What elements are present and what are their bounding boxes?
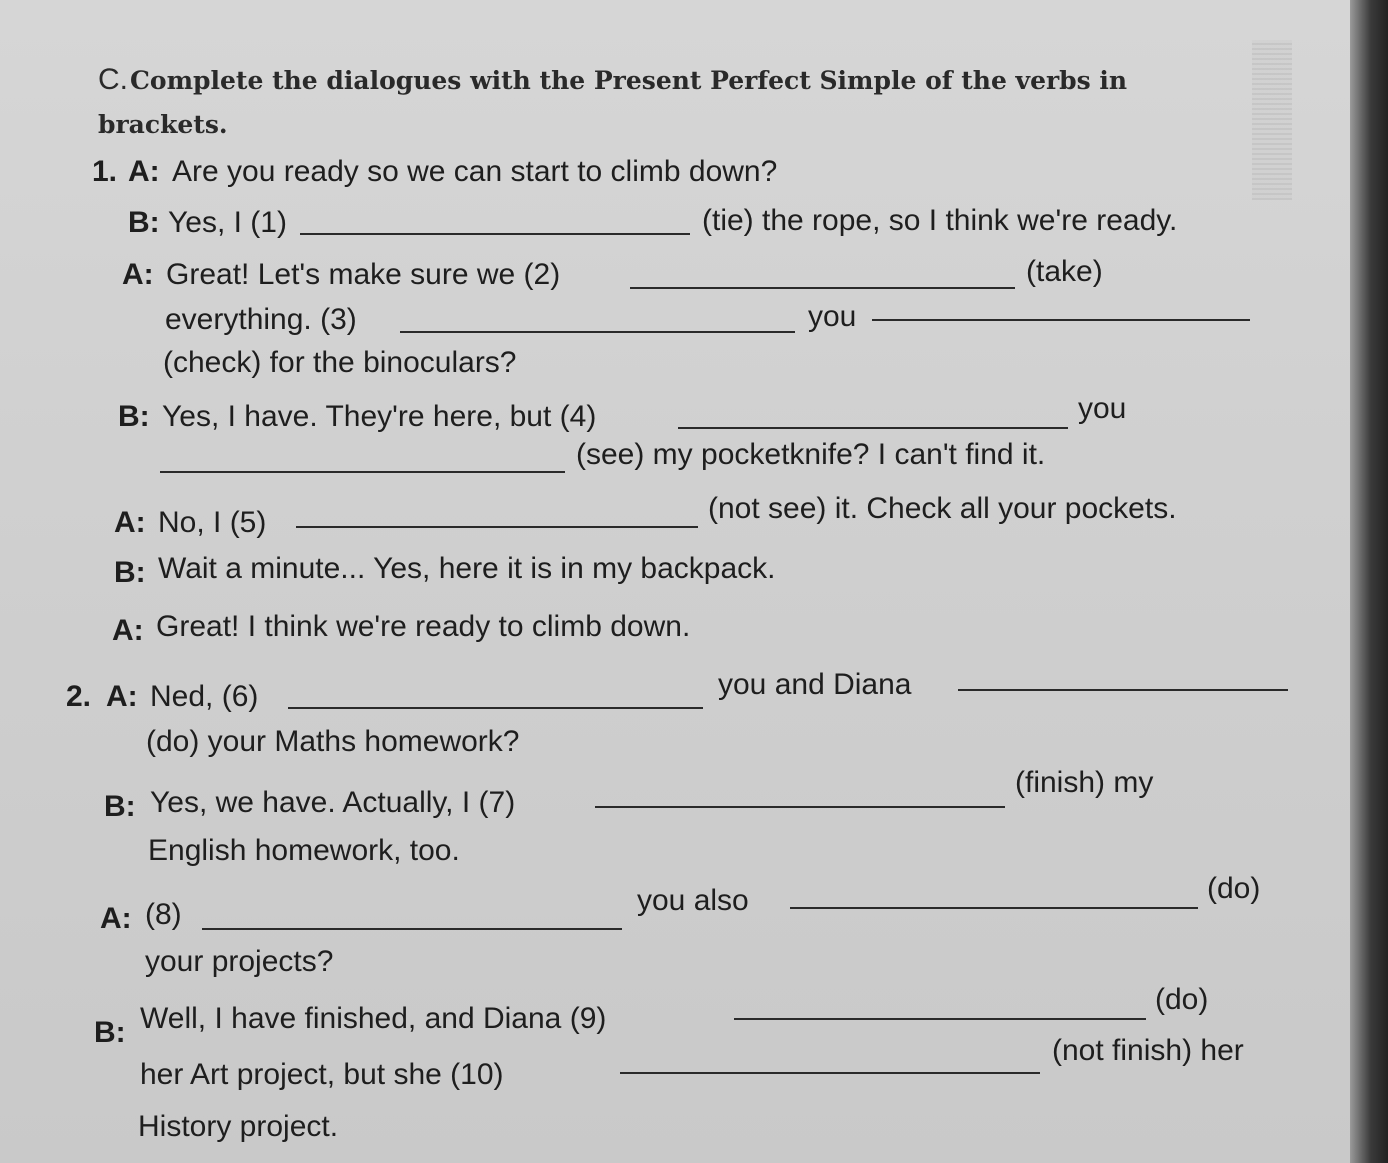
dialogue-2-line-1b: you and Diana [718, 668, 912, 701]
dialogue-2-line-5b: you also [637, 884, 749, 917]
speaker-label: A: [122, 258, 154, 291]
speaker-label: B: [114, 556, 146, 589]
dialogue-1-line-4a: everything. (3) [165, 303, 357, 336]
dialogue-2-line-2: (do) your Maths homework? [146, 725, 520, 758]
dialogue-1-line-1: Are you ready so we can start to climb down? [172, 155, 778, 188]
dialogue-1-line-2b: (tie) the rope, so I think we're ready. [702, 204, 1178, 237]
exercise-letter: C. [98, 63, 128, 96]
page-binding-edge [1350, 0, 1388, 1163]
answer-blank-6b[interactable] [958, 689, 1288, 691]
dialogue-1-line-6a: Yes, I have. They're here, but (4) [162, 400, 597, 433]
dialogue-1-number: 1. [92, 155, 118, 188]
answer-blank-4a[interactable] [678, 427, 1068, 429]
dialogue-2-line-7a: Well, I have finished, and Diana (9) [140, 1002, 607, 1035]
speaker-label: A: [128, 155, 160, 188]
speaker-label: A: [100, 902, 132, 935]
dialogue-1-line-6b: you [1078, 392, 1127, 425]
answer-blank-8a[interactable] [202, 928, 622, 930]
exercise-heading [98, 58, 1228, 147]
dialogue-2-line-9: History project. [138, 1110, 339, 1143]
answer-blank-3b[interactable] [872, 319, 1250, 321]
dialogue-1-line-8b: (not see) it. Check all your pockets. [708, 492, 1177, 525]
dialogue-1-line-7: (see) my pocketknife? I can't find it. [576, 438, 1046, 471]
exercise-instruction: Complete the dialogues with the Present Perfect Simple of the verbs in brackets. [98, 66, 1128, 139]
speaker-label: B: [104, 790, 136, 823]
speaker-label: B: [128, 206, 160, 239]
answer-blank-1[interactable] [300, 233, 690, 235]
dialogue-2-line-8b: (not finish) her [1052, 1034, 1244, 1067]
answer-blank-8b[interactable] [790, 907, 1198, 909]
dialogue-2-line-3a: Yes, we have. Actually, I (7) [150, 786, 516, 819]
dialogue-1-line-2a: Yes, I (1) [168, 206, 287, 239]
speaker-label: B: [94, 1016, 126, 1049]
answer-blank-2[interactable] [630, 287, 1015, 289]
dialogue-1-line-8a: No, I (5) [158, 506, 267, 539]
dialogue-1-line-10: Great! I think we're ready to climb down. [156, 610, 691, 643]
speaker-label: A: [106, 680, 138, 713]
dialogue-2-line-7b: (do) [1155, 983, 1209, 1016]
dialogue-2-number: 2. [66, 680, 92, 713]
answer-blank-6a[interactable] [288, 707, 703, 709]
dialogue-2-line-1a: Ned, (6) [150, 680, 259, 713]
dialogue-1-line-9: Wait a minute... Yes, here it is in my backpack. [158, 552, 776, 585]
speaker-label: A: [114, 506, 146, 539]
dialogue-2-line-4: English homework, too. [148, 834, 460, 867]
margin-decoration [1252, 40, 1292, 200]
speaker-label: A: [112, 614, 144, 647]
dialogue-2-line-3b: (finish) my [1015, 766, 1154, 799]
dialogue-1-line-3a: Great! Let's make sure we (2) [166, 258, 561, 291]
dialogue-2-line-6: your projects? [145, 945, 334, 978]
answer-blank-7[interactable] [595, 806, 1005, 808]
answer-blank-5[interactable] [296, 526, 698, 528]
dialogue-2-line-5a: (8) [145, 898, 182, 931]
dialogue-1-line-4b: you [808, 300, 857, 333]
dialogue-1-line-5: (check) for the binoculars? [163, 346, 517, 379]
dialogue-1-line-3b: (take) [1026, 255, 1103, 288]
answer-blank-4b[interactable] [160, 471, 565, 473]
answer-blank-9[interactable] [734, 1018, 1146, 1020]
speaker-label: B: [118, 400, 150, 433]
answer-blank-10[interactable] [620, 1072, 1040, 1074]
dialogue-2-line-5c: (do) [1207, 872, 1261, 905]
dialogue-2-line-8a: her Art project, but she (10) [140, 1058, 504, 1091]
answer-blank-3a[interactable] [400, 331, 795, 333]
